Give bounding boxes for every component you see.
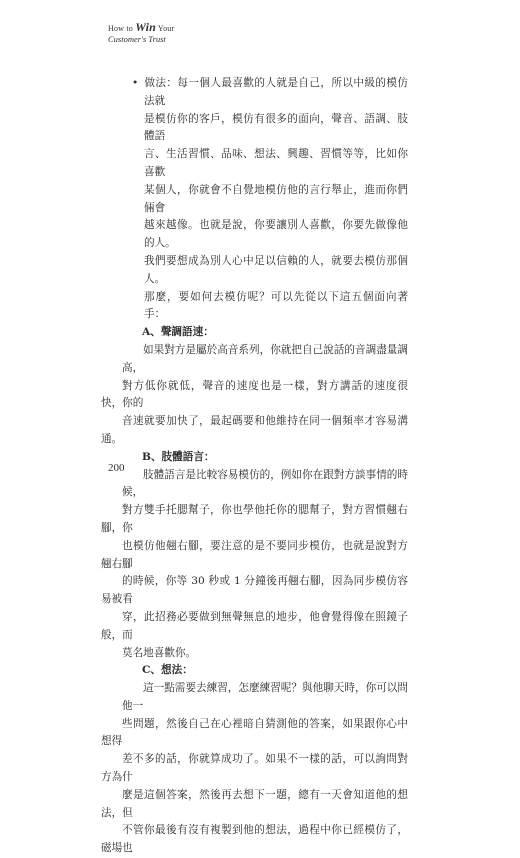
text-line: 也模仿他翹右腳，要注意的是不要同步模仿，也就是說對方翹右腳 (101, 539, 408, 570)
header-text-post: Your (156, 24, 175, 33)
text-line: 些問題，然後自己在心裡暗自猜測他的答案，如果跟你心中想得 (101, 717, 408, 748)
text-line: 差不多的話，你就算成功了。如果不一樣的話，可以詢問對方為什 (101, 753, 408, 784)
text-line: 莫名地喜歡你。 (122, 646, 197, 659)
header-text-win: Win (135, 20, 157, 34)
section-heading-b: B、肢體語言： (142, 450, 215, 463)
page-body (101, 75, 408, 858)
bullet-paragraph (108, 75, 408, 324)
bullet-icon: • (132, 77, 139, 89)
text-line: 對方雙手托腮幫子，你也學他托你的腮幫子，對方習慣翹右腳，你 (101, 504, 408, 534)
text-line: 的時候，你等 30 秒或 1 分鐘後再翹右腳，因為同步模仿容易被看 (101, 575, 408, 606)
text-line: 肢體語言是比較容易模仿的，例如你在跟對方談事情的時候， (122, 468, 408, 499)
text-line: 那麼，要如何去模仿呢？可以先從以下這五個面向著手： (144, 290, 408, 321)
header-text-pre: How to (108, 24, 136, 33)
header-line-2: Customer's Trust (108, 34, 166, 44)
header-line-1 (108, 22, 174, 34)
text-line: 不管你最後有沒有複製到他的想法，過程中你已經模仿了，磁場也 (101, 824, 408, 855)
section-heading-c: C、想法： (142, 664, 193, 677)
text-line: 某個人，你就會不自覺地模仿他的言行舉止，進而你們倆會 (144, 183, 408, 214)
text-line: 越來越像。也就是說，你要讓別人喜歡，你要先做像他的人。 (144, 219, 408, 250)
text-line: 我們要想成為別人心中足以信賴的人，就要去模仿那個人。 (144, 254, 408, 285)
text-line: 如果對方是屬於高音系列，你就把自己說話的音調盡量調高， (122, 343, 408, 374)
text-line: 做法：每一個人最喜歡的人就是自己，所以中級的模仿法就 (144, 77, 408, 107)
section-body-a (101, 342, 408, 449)
text-line: 對方低你就低，聲音的速度也是一樣，對方講話的速度很快，你的 (101, 379, 408, 410)
text-line: 是模仿你的客戶，模仿有很多的面向，聲音、語調、肢體語 (144, 112, 408, 143)
text-line: 這一點需要去練習，怎麼練習呢？與他聊天時，你可以問他一 (122, 682, 408, 712)
text-line: 言、生活習慣、品味、想法、興趣、習慣等等，比如你喜歡 (144, 148, 408, 178)
section-body-c (101, 680, 408, 858)
text-line: 音速就要加快了，最起碼要和他維持在同一個頻率才容易溝通。 (101, 415, 408, 445)
section-body-b (101, 467, 408, 663)
text-line: 麼是這個答案，然後再去想下一題，總有一天會知道他的想法，但 (101, 788, 408, 819)
text-line: 穿，此招務必要做到無聲無息的地步，他會覺得像在照鏡子般，而 (101, 610, 408, 641)
running-header (108, 22, 174, 45)
section-heading-a: A、聲調語速： (142, 326, 214, 339)
page-number: 200 (108, 462, 125, 474)
